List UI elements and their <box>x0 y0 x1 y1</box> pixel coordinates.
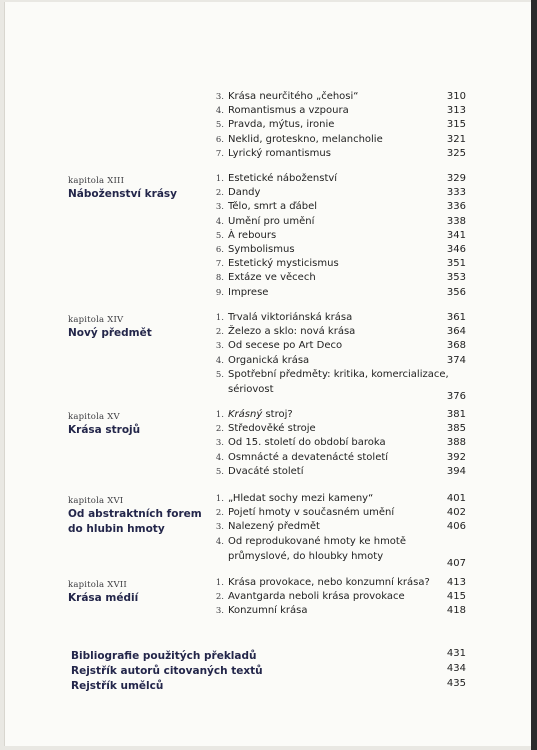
entry-title: „Hledat sochy mezi kameny“ <box>228 493 374 504</box>
chapter-label: kapitola XVII <box>68 580 127 590</box>
toc-entry <box>0 422 537 436</box>
toc-entry <box>0 271 537 285</box>
entry-title: Od secese po Art Deco <box>228 340 343 352</box>
toc-entry <box>0 257 537 271</box>
entry-page: 368 <box>446 340 466 352</box>
toc-entry <box>0 215 537 229</box>
entry-title: Lyrický romantismus <box>228 147 331 159</box>
entry-page: 401 <box>446 493 466 504</box>
entry-page: 381 <box>446 409 466 420</box>
entry-number: 5. <box>215 369 224 380</box>
entry-title: À rebours <box>228 229 277 241</box>
entry-page: 346 <box>446 244 466 255</box>
toc-entry <box>0 118 537 132</box>
toc-entry <box>0 535 537 569</box>
toc-entry <box>0 186 537 200</box>
entry-number: 5. <box>215 230 224 241</box>
chapter-title: Krása médií <box>68 592 139 604</box>
entry-number: 4. <box>215 452 224 463</box>
entry-title: Krása provokace, nebo konzumní krása? <box>228 577 430 588</box>
entry-number: 2. <box>215 592 224 603</box>
entry-title: Symbolismus <box>228 244 295 255</box>
entry-title: Imprese <box>228 286 269 298</box>
entry-page: 407 <box>446 557 466 569</box>
entry-title: Konzumní krása <box>228 605 308 617</box>
toc-entry <box>0 243 537 257</box>
entry-title: Estetický mysticismus <box>228 258 339 270</box>
back-matter-title: Rejstřík autorů citovaných textů <box>71 665 263 677</box>
chapter-label: kapitola XVI <box>68 496 124 506</box>
entry-number: 6. <box>215 134 224 145</box>
entry-number: 5. <box>215 120 224 131</box>
entry-title: Osmnácté a devatenácté století <box>228 451 389 463</box>
entry-number: 3. <box>215 438 224 449</box>
entry-title: Krása neurčitého „čehosi“ <box>228 91 359 102</box>
entry-number: 3. <box>215 202 224 213</box>
toc-entry <box>0 492 537 506</box>
toc-entry <box>0 286 537 300</box>
entry-number: 7. <box>215 259 224 270</box>
entry-page: 333 <box>446 187 466 199</box>
entry-title: Od 15. století do období baroka <box>228 437 386 449</box>
entry-page: 329 <box>446 173 466 184</box>
toc-entry <box>0 229 537 243</box>
entry-number: 3. <box>215 606 224 617</box>
chapter-title: Krása strojů <box>68 424 141 436</box>
toc-entry <box>0 104 537 118</box>
entry-page: 376 <box>446 390 466 402</box>
chapter-title: Nový předmět <box>68 327 152 339</box>
entry-title: Dvacáté století <box>228 465 304 477</box>
entry-page: 361 <box>446 312 466 323</box>
toc-entry <box>0 520 537 534</box>
entry-title: Nalezený předmět <box>228 521 320 533</box>
entry-page: 413 <box>446 577 466 588</box>
entry-page: 325 <box>446 147 466 159</box>
toc-entry <box>0 311 537 325</box>
toc-entry <box>0 368 537 402</box>
chapter-label: kapitola XIV <box>68 315 124 325</box>
entry-page: 374 <box>446 354 466 366</box>
back-matter-page: 435 <box>446 678 466 689</box>
entry-title <box>228 408 293 422</box>
toc-entry <box>0 590 537 604</box>
entry-page: 406 <box>446 521 466 533</box>
entry-title: Tělo, smrt a ďábel <box>228 201 318 213</box>
entry-number: 2. <box>215 327 224 338</box>
entry-number: 3. <box>215 341 224 352</box>
entry-number: 6. <box>215 245 224 255</box>
entry-page: 364 <box>446 326 466 338</box>
toc-entry <box>0 436 537 450</box>
entry-number: 2. <box>215 188 224 199</box>
entry-title: Dandy <box>228 187 261 199</box>
toc-entry <box>0 576 537 590</box>
entry-number: 4. <box>215 355 224 366</box>
toc-entry <box>0 451 537 465</box>
entry-number: 8. <box>215 273 224 284</box>
back-matter-title: Rejstřík umělců <box>71 680 164 692</box>
toc-entry <box>0 133 537 147</box>
entry-number: 7. <box>215 148 224 159</box>
entry-page: 415 <box>446 591 466 603</box>
entry-title-continued: průmyslové, do hloubky hmoty <box>228 550 384 562</box>
entry-number: 1. <box>215 174 224 184</box>
entry-number: 2. <box>215 424 224 435</box>
toc-entry <box>0 604 537 618</box>
entry-title-rest: stroj? <box>262 409 293 420</box>
entry-title: Pojetí hmoty v současném umění <box>228 507 395 519</box>
entry-title-italic: Krásný <box>228 409 263 420</box>
entry-page: 341 <box>446 229 466 241</box>
entry-page: 394 <box>446 465 466 477</box>
entry-title: Trvalá viktoriánská krása <box>228 312 353 323</box>
toc-entry <box>0 465 537 479</box>
entry-title: Romantismus a vzpoura <box>228 105 349 117</box>
entry-number: 4. <box>215 536 224 547</box>
entry-page: 351 <box>446 258 466 270</box>
entry-page: 321 <box>446 133 466 145</box>
entry-title-continued: sériovost <box>228 383 274 395</box>
entry-number: 9. <box>215 287 224 298</box>
entry-title: Železo a sklo: nová krása <box>228 326 356 338</box>
toc-entry <box>0 172 537 186</box>
entry-title: Estetické náboženství <box>228 173 338 184</box>
entry-title: Organická krása <box>228 354 310 366</box>
entry-page: 356 <box>446 286 466 298</box>
entry-page: 392 <box>446 451 466 463</box>
toc-entry <box>0 90 537 104</box>
entry-title: Neklid, groteskno, melancholie <box>228 133 383 145</box>
back-matter-page: 431 <box>446 648 466 659</box>
toc-entry <box>0 506 537 520</box>
entry-title: Od reprodukované hmoty ke hmotě <box>228 535 407 547</box>
toc-entry <box>0 200 537 214</box>
toc-entry <box>0 354 537 368</box>
entry-page: 418 <box>446 605 466 617</box>
entry-title: Pravda, mýtus, ironie <box>228 119 335 131</box>
entry-title: Umění pro umění <box>228 215 315 227</box>
entry-number: 3. <box>215 522 224 533</box>
entry-number: 4. <box>215 106 224 117</box>
entry-number: 2. <box>215 508 224 519</box>
entry-number: 3. <box>215 92 224 102</box>
entry-title: Středověké stroje <box>228 423 316 435</box>
entry-number: 1. <box>215 410 224 420</box>
toc-entry <box>0 339 537 353</box>
entry-number: 1. <box>215 494 224 504</box>
entry-page: 310 <box>446 91 466 102</box>
entry-number: 4. <box>215 216 224 227</box>
entry-title: Extáze ve věcech <box>228 272 316 284</box>
entry-page: 385 <box>446 423 466 435</box>
chapter-title: Náboženství krásy <box>68 188 178 200</box>
entry-page: 313 <box>446 105 466 117</box>
entry-page: 402 <box>446 507 466 519</box>
chapter-label: kapitola XV <box>68 412 120 422</box>
toc-entry <box>0 147 537 161</box>
chapter-label: kapitola XIII <box>68 176 125 186</box>
entry-title: Spotřební předměty: kritika, komercializace, <box>228 368 449 380</box>
back-matter-title: Bibliografie použitých překladů <box>71 650 257 662</box>
entry-page: 315 <box>446 119 466 131</box>
entry-page: 388 <box>446 437 466 449</box>
entry-number: 5. <box>215 466 224 477</box>
chapter-title: do hlubin hmoty <box>68 523 165 535</box>
entry-title: Avantgarda neboli krása provokace <box>228 591 405 603</box>
toc-entry <box>0 325 537 339</box>
entry-page: 338 <box>446 215 466 227</box>
entry-number: 1. <box>215 313 224 323</box>
chapter-title: Od abstraktních forem <box>68 508 202 520</box>
entry-page: 336 <box>446 201 466 213</box>
toc-entry <box>0 408 537 422</box>
back-matter-page: 434 <box>446 663 466 674</box>
entry-page: 353 <box>446 272 466 284</box>
entry-number: 1. <box>215 578 224 588</box>
